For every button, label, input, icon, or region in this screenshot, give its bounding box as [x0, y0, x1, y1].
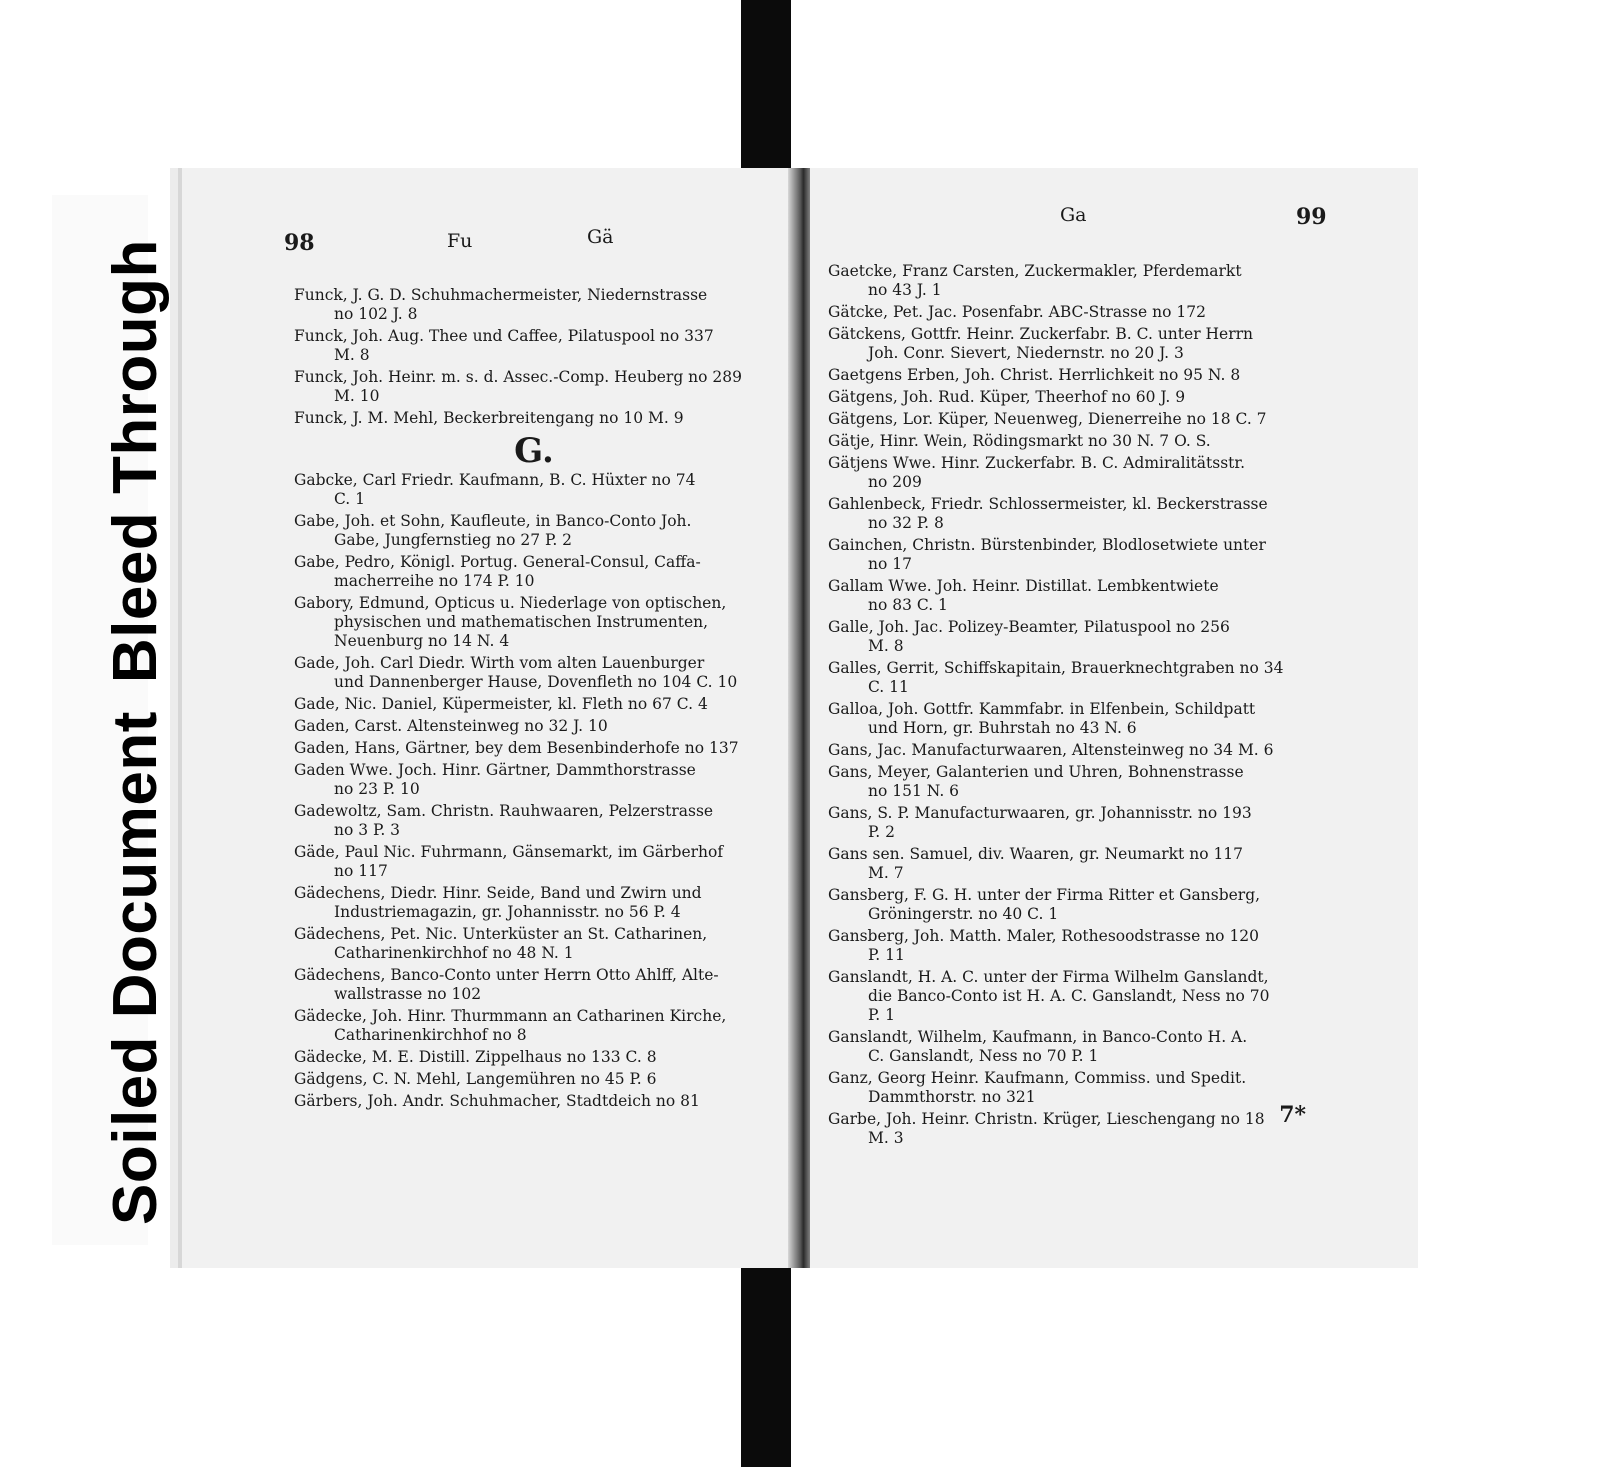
directory-entry — [294, 1092, 794, 1111]
directory-entry — [294, 695, 794, 714]
entry-line: Gabe, Pedro, Königl. Portug. General-Consul, Caffa- — [294, 553, 701, 571]
entry-line: Gädechens, Banco-Conto unter Herrn Otto Ahlff, Alte- — [294, 966, 719, 984]
directory-entry — [294, 409, 794, 428]
entry-line: Gade, Joh. Carl Diedr. Wirth vom alten Lauenburger — [294, 654, 705, 672]
entry-line: die Banco-Conto ist H. A. C. Ganslandt, Ness no 70 — [868, 987, 1270, 1005]
directory-entry — [294, 802, 794, 840]
entry-line: P. 2 — [868, 823, 896, 841]
entry-line: Gäde, Paul Nic. Fuhrmann, Gänsemarkt, im Gärberhof — [294, 843, 724, 861]
entries-after — [294, 471, 794, 1111]
directory-entry — [828, 495, 1328, 533]
directory-entry — [294, 1007, 794, 1045]
entry-line: Gädecke, Joh. Hinr. Thurmmann an Catharinen Kirche, — [294, 1007, 727, 1025]
directory-entry — [828, 763, 1328, 801]
directory-entry — [294, 761, 794, 799]
right-entries — [828, 262, 1328, 1151]
entry-line: Gaetgens Erben, Joh. Christ. Herrlichkeit no 95 N. 8 — [828, 366, 1241, 384]
entry-line: no 32 P. 8 — [868, 514, 944, 532]
entry-line: Catharinenkirchhof no 48 N. 1 — [334, 944, 574, 962]
entry-line: und Horn, gr. Buhrstah no 43 N. 6 — [868, 719, 1137, 737]
entry-line: Gädechens, Diedr. Hinr. Seide, Band und Zwirn und — [294, 884, 702, 902]
entry-line: C. 1 — [334, 490, 366, 508]
directory-entry — [294, 739, 794, 758]
directory-entry — [294, 1070, 794, 1089]
directory-entry — [828, 741, 1328, 760]
entry-line: M. 7 — [868, 864, 904, 882]
left-page-number: 98 — [284, 230, 315, 256]
entry-line: Gallam Wwe. Joh. Heinr. Distillat. Lembkentwiete — [828, 577, 1219, 595]
left-page — [178, 168, 798, 1268]
entry-line: Gabe, Jungfernstieg no 27 P. 2 — [334, 531, 573, 549]
entry-line: M. 8 — [334, 346, 370, 364]
directory-entry — [294, 717, 794, 736]
directory-entry — [294, 843, 794, 881]
right-header-center: Ga — [1060, 204, 1087, 226]
directory-entry — [828, 1069, 1328, 1107]
entry-line: Gade, Nic. Daniel, Küpermeister, kl. Fleth no 67 C. 4 — [294, 695, 708, 713]
entry-line: Gärbers, Joh. Andr. Schuhmacher, Stadtdeich no 81 — [294, 1092, 700, 1110]
entry-line: Gans, Meyer, Galanterien und Uhren, Bohnenstrasse — [828, 763, 1244, 781]
directory-entry — [294, 471, 794, 509]
entry-line: no 151 N. 6 — [868, 782, 960, 800]
entry-line: Gätjens Wwe. Hinr. Zuckerfabr. B. C. Admiralitätsstr. — [828, 454, 1246, 472]
directory-entry — [828, 325, 1328, 363]
directory-entry — [294, 512, 794, 550]
directory-entry — [828, 366, 1328, 385]
entry-line: no 209 — [868, 473, 922, 491]
directory-entry — [828, 700, 1328, 738]
entry-line: und Dannenberger Hause, Dovenfleth no 104 C. 10 — [334, 673, 738, 691]
book-spread — [170, 168, 1418, 1268]
entry-line: Ganz, Georg Heinr. Kaufmann, Commiss. und Spedit. — [828, 1069, 1247, 1087]
entry-line: Dammthorstr. no 321 — [868, 1088, 1036, 1106]
entry-line: Ganslandt, H. A. C. unter der Firma Wilhelm Ganslandt, — [828, 968, 1269, 986]
entry-line: Ganslandt, Wilhelm, Kaufmann, in Banco-Conto H. A. — [828, 1028, 1248, 1046]
directory-entry — [828, 536, 1328, 574]
entry-line: Funck, J. M. Mehl, Beckerbreitengang no 10 M. 9 — [294, 409, 684, 427]
directory-entry — [828, 845, 1328, 883]
stamp-label — [100, 239, 171, 1225]
entry-line: Gätgens, Joh. Rud. Küper, Theerhof no 60 J. 9 — [828, 388, 1186, 406]
directory-entry — [294, 286, 794, 324]
directory-entry — [828, 388, 1328, 407]
stamp-line-2: Bleed Through — [101, 239, 170, 684]
right-page-number: 99 — [1296, 204, 1327, 230]
entry-line: Gädecke, M. E. Distill. Zippelhaus no 133 C. 8 — [294, 1048, 657, 1066]
entry-line: Neuenburg no 14 N. 4 — [334, 632, 510, 650]
entry-line: P. 11 — [868, 946, 905, 964]
entry-line: Gansberg, Joh. Matth. Maler, Rothesoodstrasse no 120 — [828, 927, 1260, 945]
section-letter: G. — [514, 431, 554, 471]
entry-line: Gätckens, Gottfr. Heinr. Zuckerfabr. B. C. unter Herrn — [828, 325, 1254, 343]
directory-entry — [294, 368, 794, 406]
entry-line: M. 10 — [334, 387, 380, 405]
entry-line: Galle, Joh. Jac. Polizey-Beamter, Pilatuspool no 256 — [828, 618, 1230, 636]
entry-line: no 43 J. 1 — [868, 281, 942, 299]
entry-line: no 17 — [868, 555, 912, 573]
entry-line: Galles, Gerrit, Schiffskapitain, Brauerknechtgraben no 34 — [828, 659, 1284, 677]
directory-entry — [828, 1110, 1328, 1148]
left-header-left: Fu — [447, 230, 473, 252]
entry-line: no 83 C. 1 — [868, 596, 948, 614]
entry-line: Gaden Wwe. Joch. Hinr. Gärtner, Dammthorstrasse — [294, 761, 696, 779]
directory-entry — [294, 594, 794, 651]
directory-entry — [294, 884, 794, 922]
entry-line: Gahlenbeck, Friedr. Schlossermeister, kl. Beckerstrasse — [828, 495, 1268, 513]
entry-line: Funck, J. G. D. Schuhmachermeister, Niedernstrasse — [294, 286, 708, 304]
directory-entry — [828, 1028, 1328, 1066]
entry-line: physischen und mathematischen Instrumenten, — [334, 613, 709, 631]
entry-line: M. 8 — [868, 637, 904, 655]
directory-entry — [828, 618, 1328, 656]
entry-line: Gans sen. Samuel, div. Waaren, gr. Neumarkt no 117 — [828, 845, 1244, 863]
directory-entry — [828, 804, 1328, 842]
entry-line: P. 1 — [868, 1006, 896, 1024]
directory-entry — [828, 303, 1328, 322]
entry-line: Gätcke, Pet. Jac. Posenfabr. ABC-Strasse no 172 — [828, 303, 1206, 321]
right-entry-list — [828, 262, 1328, 1148]
directory-entry — [828, 968, 1328, 1025]
entry-line: Joh. Conr. Sievert, Niedernstr. no 20 J. 3 — [868, 344, 1184, 362]
entries-before — [294, 286, 794, 428]
printer-signature: 7* — [1279, 1102, 1306, 1128]
directory-entry — [294, 925, 794, 963]
entry-line: Gabe, Joh. et Sohn, Kaufleute, in Banco-Conto Joh. — [294, 512, 692, 530]
entry-line: Gabcke, Carl Friedr. Kaufmann, B. C. Hüxter no 74 — [294, 471, 696, 489]
entry-line: Garbe, Joh. Heinr. Christn. Krüger, Lieschengang no 18 — [828, 1110, 1265, 1128]
directory-entry — [828, 886, 1328, 924]
directory-entry — [828, 432, 1328, 451]
entry-line: Industriemagazin, gr. Johannisstr. no 56 P. 4 — [334, 903, 681, 921]
right-page — [810, 168, 1418, 1268]
entry-line: C. Ganslandt, Ness no 70 P. 1 — [868, 1047, 1099, 1065]
entry-line: Gainchen, Christn. Bürstenbinder, Blodlosetwiete unter — [828, 536, 1266, 554]
entry-line: no 102 J. 8 — [334, 305, 418, 323]
entry-line: Gätgens, Lor. Küper, Neuenweg, Dienerreihe no 18 C. 7 — [828, 410, 1267, 428]
stamp-line-1: Soiled Document — [101, 711, 170, 1225]
entry-line: Gätje, Hinr. Wein, Rödingsmarkt no 30 N. 7 O. S. — [828, 432, 1211, 450]
entry-line: M. 3 — [868, 1129, 904, 1147]
entry-line: C. 11 — [868, 678, 909, 696]
entry-line: Gaden, Carst. Altensteinweg no 32 J. 10 — [294, 717, 608, 735]
entry-line: no 23 P. 10 — [334, 780, 420, 798]
entry-line: Galloa, Joh. Gottfr. Kammfabr. in Elfenbein, Schildpatt — [828, 700, 1256, 718]
entry-line: Gaden, Hans, Gärtner, bey dem Besenbinderhofe no 137 — [294, 739, 739, 757]
directory-entry — [828, 410, 1328, 429]
entry-line: Gröningerstr. no 40 C. 1 — [868, 905, 1059, 923]
directory-entry — [294, 966, 794, 1004]
directory-entry — [828, 927, 1328, 965]
entry-line: Funck, Joh. Aug. Thee und Caffee, Pilatuspool no 337 — [294, 327, 714, 345]
entry-line: Gädechens, Pet. Nic. Unterküster an St. Catharinen, — [294, 925, 708, 943]
directory-entry — [294, 327, 794, 365]
entry-line: Gädgens, C. N. Mehl, Langemühren no 45 P. 6 — [294, 1070, 657, 1088]
entry-line: macherreihe no 174 P. 10 — [334, 572, 535, 590]
directory-entry — [828, 454, 1328, 492]
entry-line: Gadewoltz, Sam. Christn. Rauhwaaren, Pelzerstrasse — [294, 802, 714, 820]
directory-entry — [294, 654, 794, 692]
left-entries — [294, 286, 794, 1114]
entry-line: no 3 P. 3 — [334, 821, 401, 839]
left-header-right: Gä — [587, 226, 614, 248]
binding-strip-top — [741, 0, 791, 175]
binding-strip-bottom — [741, 1267, 791, 1467]
directory-entry — [828, 262, 1328, 300]
entry-line: Catharinenkirchhof no 8 — [334, 1026, 527, 1044]
directory-entry — [294, 1048, 794, 1067]
entry-line: Gabory, Edmund, Opticus u. Niederlage von optischen, — [294, 594, 727, 612]
directory-entry — [294, 553, 794, 591]
entry-line: Funck, Joh. Heinr. m. s. d. Assec.-Comp. Heuberg no 289 — [294, 368, 742, 386]
directory-entry — [828, 659, 1328, 697]
entry-line: Gans, S. P. Manufacturwaaren, gr. Johannisstr. no 193 — [828, 804, 1252, 822]
entry-line: Gans, Jac. Manufacturwaaren, Altensteinweg no 34 M. 6 — [828, 741, 1274, 759]
entry-line: no 117 — [334, 862, 388, 880]
entry-line: Gansberg, F. G. H. unter der Firma Ritter et Gansberg, — [828, 886, 1261, 904]
entry-line: Gaetcke, Franz Carsten, Zuckermakler, Pferdemarkt — [828, 262, 1242, 280]
directory-entry — [828, 577, 1328, 615]
entry-line: wallstrasse no 102 — [334, 985, 482, 1003]
